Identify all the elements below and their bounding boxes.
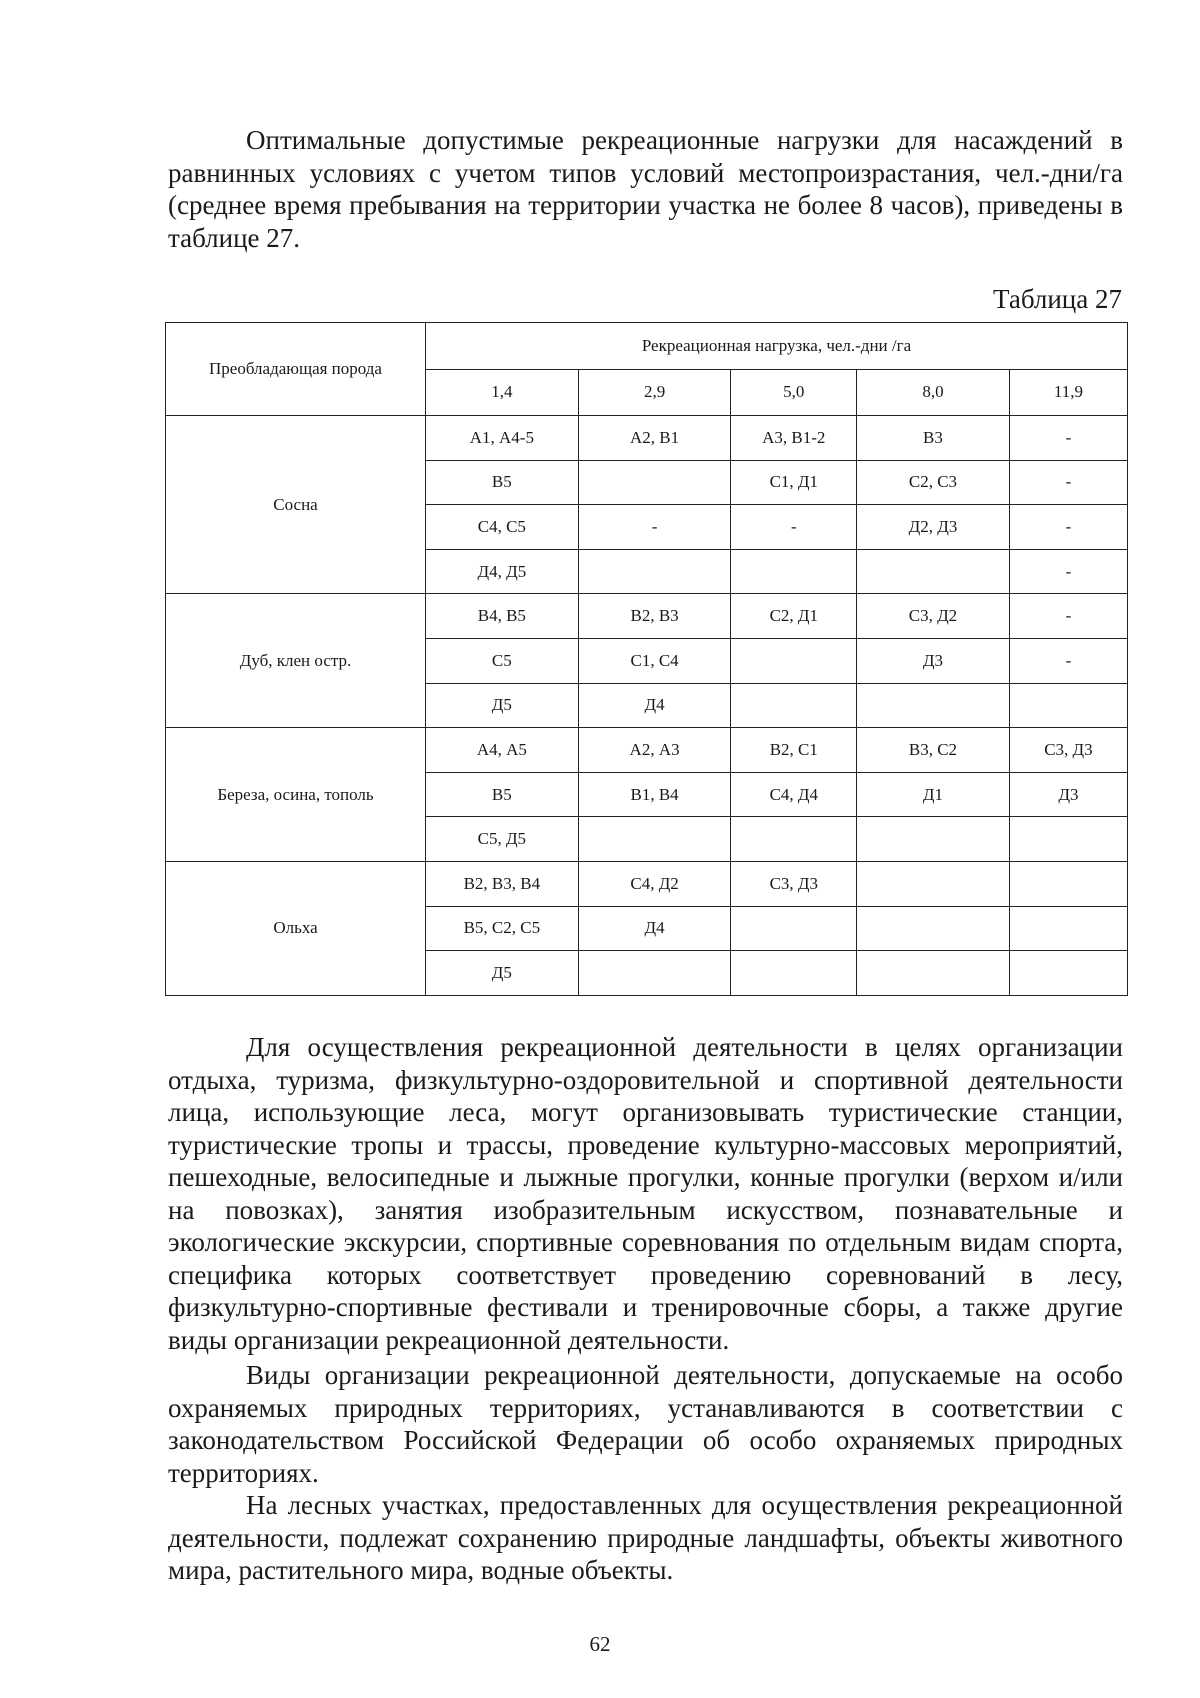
- table-cell: А3, В1-2: [731, 416, 857, 461]
- table-cell: А2, В1: [578, 416, 731, 461]
- species-cell: Ольха: [166, 861, 426, 995]
- table-cell: [578, 549, 731, 594]
- table-cell: -: [1009, 460, 1127, 505]
- table-cell: [1009, 817, 1127, 862]
- table-cell: -: [1009, 594, 1127, 639]
- table-cell: [857, 683, 1010, 728]
- table-cell: [857, 549, 1010, 594]
- table-cell: В5, С2, С5: [425, 906, 578, 951]
- table-cell: С5: [425, 638, 578, 683]
- table-cell: Д1: [857, 772, 1010, 817]
- intro-paragraph: Оптимальные допустимые рекреационные нагрузки для насаждений в равнинных условиях с учетом типов условий местопроизрастания, чел.-дни/га (среднее время пребывания на территории участка не более 8 часов), приведены в таблице 27.: [168, 125, 1123, 253]
- table-cell: С5, Д5: [425, 817, 578, 862]
- activities-paragraph: Для осуществления рекреационной деятельности в целях организации отдыха, туризма, физкультурно-оздоровительной и спортивной деятельности лица, использующие леса, могут организовывать туристические станции, туристические тропы и трассы, проведение культурно-массовых мероприятий, пешеходные, велосипедные и лыжные прогулки, конные прогулки (верхом и/или на повозках), занятия изобразительным искусством, познавательные и экологические экскурсии, спортивные соревнования по отдельным видам спорта, специфика которых соответствует проведению соревнований в лесу, физкультурно-спортивные фестивали и тренировочные сборы, а также другие виды организации рекреационной деятельности.: [168, 1032, 1123, 1355]
- table-caption: Таблица 27: [993, 284, 1122, 314]
- table-cell: С3, Д2: [857, 594, 1010, 639]
- table-cell: С4, Д2: [578, 861, 731, 906]
- table-row: [166, 861, 1128, 906]
- table-cell: С1, Д1: [731, 460, 857, 505]
- table-cell: [1009, 906, 1127, 951]
- species-cell: Береза, осина, тополь: [166, 728, 426, 862]
- table-cell: В2, С1: [731, 728, 857, 773]
- table-cell: В3, С2: [857, 728, 1010, 773]
- table-cell: С3, Д3: [731, 861, 857, 906]
- table-cell: [731, 951, 857, 996]
- table-cell: С4, С5: [425, 505, 578, 550]
- table-cell: Д5: [425, 951, 578, 996]
- table-cell: [857, 906, 1010, 951]
- table-cell: С3, Д3: [1009, 728, 1127, 773]
- table-row: [166, 594, 1128, 639]
- table-cell: [857, 861, 1010, 906]
- table-cell: [578, 460, 731, 505]
- table-cell: [1009, 951, 1127, 996]
- table-cell: [1009, 861, 1127, 906]
- table-cell: В4, В5: [425, 594, 578, 639]
- load-column-header: Рекреационная нагрузка, чел.-дни /га: [425, 323, 1127, 370]
- table-cell: [731, 683, 857, 728]
- table-cell: В2, В3: [578, 594, 731, 639]
- load-value-header: 5,0: [731, 369, 857, 416]
- table-cell: [1009, 683, 1127, 728]
- table-cell: -: [1009, 549, 1127, 594]
- table-cell: [857, 951, 1010, 996]
- recreation-load-table: [165, 322, 1128, 996]
- load-value-header: 11,9: [1009, 369, 1127, 416]
- table-cell: [731, 638, 857, 683]
- species-cell: Сосна: [166, 416, 426, 594]
- table-cell: Д4: [578, 906, 731, 951]
- table-cell: [731, 817, 857, 862]
- table-cell: С2, Д1: [731, 594, 857, 639]
- table-row: [166, 416, 1128, 461]
- table-cell: А4, А5: [425, 728, 578, 773]
- table-cell: Д3: [1009, 772, 1127, 817]
- table-cell: А2, А3: [578, 728, 731, 773]
- table-cell: -: [1009, 505, 1127, 550]
- table-cell: В3: [857, 416, 1010, 461]
- table-cell: В5: [425, 772, 578, 817]
- table-cell: Д5: [425, 683, 578, 728]
- load-value-header: 2,9: [578, 369, 731, 416]
- preservation-paragraph: На лесных участках, предоставленных для осуществления рекреационной деятельности, подлежат сохранению природные ландшафты, объекты животного мира, растительного мира, водные объекты.: [168, 1490, 1123, 1585]
- table-cell: [857, 817, 1010, 862]
- table-cell: [731, 549, 857, 594]
- species-column-header: Преобладающая порода: [166, 323, 426, 416]
- table-cell: -: [731, 505, 857, 550]
- table-cell: -: [1009, 638, 1127, 683]
- load-value-header: 8,0: [857, 369, 1010, 416]
- table-cell: [578, 951, 731, 996]
- page-number: 62: [589, 1632, 611, 1656]
- table-cell: Д3: [857, 638, 1010, 683]
- table-cell: Д4, Д5: [425, 549, 578, 594]
- table-cell: С1, С4: [578, 638, 731, 683]
- table-cell: С2, С3: [857, 460, 1010, 505]
- table-cell: В2, В3, В4: [425, 861, 578, 906]
- table-cell: -: [578, 505, 731, 550]
- table-cell: -: [1009, 416, 1127, 461]
- table-cell: С4, Д4: [731, 772, 857, 817]
- table-cell: В5: [425, 460, 578, 505]
- table-cell: А1, А4-5: [425, 416, 578, 461]
- table-cell: [731, 906, 857, 951]
- species-cell: Дуб, клен остр.: [166, 594, 426, 728]
- table-cell: В1, В4: [578, 772, 731, 817]
- table-row: [166, 728, 1128, 773]
- table-cell: Д2, Д3: [857, 505, 1010, 550]
- table-cell: Д4: [578, 683, 731, 728]
- load-value-header: 1,4: [425, 369, 578, 416]
- protected-areas-paragraph: Виды организации рекреационной деятельности, допускаемые на особо охраняемых природных территориях, устанавливаются в соответствии с законодательством Российской Федерации об особо охраняемых природных территориях.: [168, 1360, 1123, 1488]
- table-cell: [578, 817, 731, 862]
